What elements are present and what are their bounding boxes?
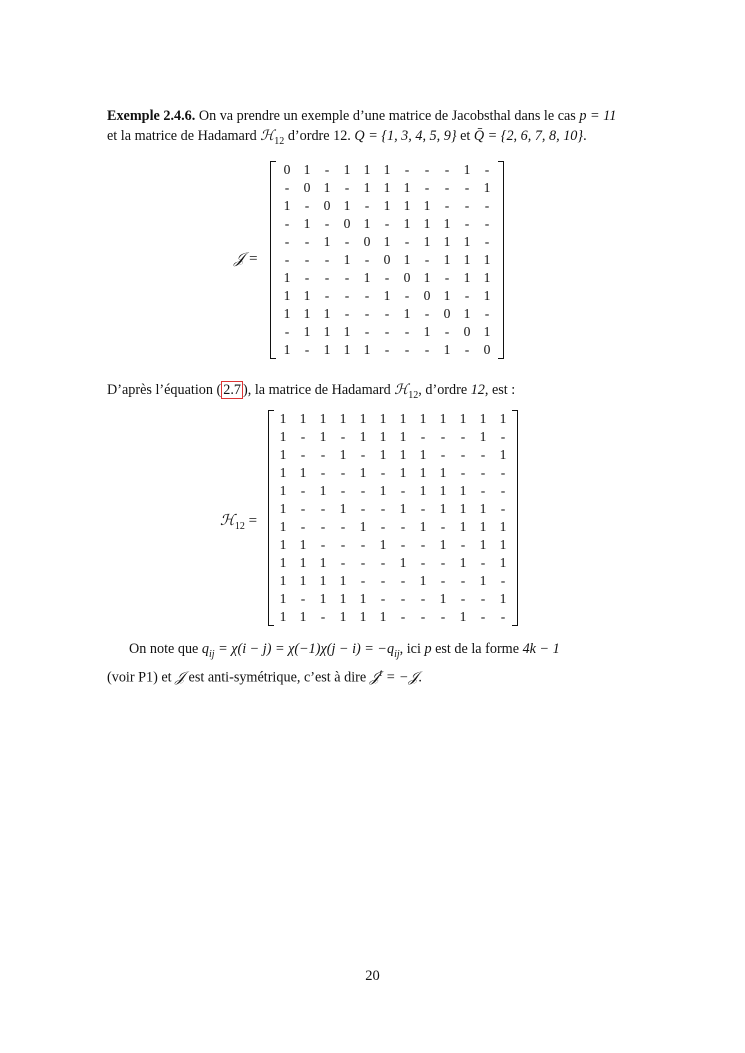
hadamard-cell: 1 — [439, 411, 447, 426]
hadamard-cell: - — [360, 483, 366, 498]
jacobsthal-cell: 1 — [383, 288, 391, 303]
jacobsthal-cell: - — [324, 270, 330, 285]
page-number: 20 — [365, 968, 380, 984]
jacobsthal-cell: 1 — [443, 216, 451, 231]
hadamard-cell: 1 — [279, 501, 287, 516]
jacobsthal-cell: - — [464, 342, 470, 357]
jacobsthal-cell: 1 — [303, 324, 311, 339]
left-bracket — [270, 161, 276, 359]
jacobsthal-cell: 1 — [383, 180, 391, 195]
hadamard-cell: 1 — [419, 465, 427, 480]
jacobsthal-cell: 0 — [363, 234, 371, 249]
jacobsthal-cell: 1 — [443, 252, 451, 267]
jacobsthal-cell: - — [364, 324, 370, 339]
hadamard-cell: 1 — [459, 501, 467, 516]
jacobsthal-cell: 1 — [423, 324, 431, 339]
jacobsthal-cell: 0 — [463, 324, 471, 339]
jacobsthal-cell: - — [304, 234, 310, 249]
hadamard-cell: 1 — [359, 519, 367, 534]
jacobsthal-cell: - — [464, 288, 470, 303]
jacobsthal-cell: - — [444, 180, 450, 195]
hadamard-cell: 1 — [379, 411, 387, 426]
jacobsthal-cell: 1 — [283, 270, 291, 285]
hadamard-cell: - — [340, 537, 346, 552]
jacobsthal-cell: - — [364, 288, 370, 303]
example-heading: Exemple 2.4.6. — [107, 108, 196, 124]
jacobsthal-cell: 1 — [463, 306, 471, 321]
hadamard-cell: - — [480, 609, 486, 624]
hadamard-cell: 1 — [499, 537, 507, 552]
jacobsthal-cell: 1 — [343, 324, 351, 339]
hadamard-cell: - — [500, 609, 506, 624]
hadamard-cell: 1 — [499, 519, 507, 534]
hadamard-cell: 1 — [359, 429, 367, 444]
hadamard-cell: 1 — [399, 465, 407, 480]
jacobsthal-cell: - — [444, 198, 450, 213]
jacobsthal-cell: 0 — [283, 162, 291, 177]
hadamard-cell: - — [440, 555, 446, 570]
jacobsthal-cell: - — [284, 216, 290, 231]
jacobsthal-cell: 0 — [423, 288, 431, 303]
jacobsthal-cell: 1 — [303, 216, 311, 231]
jacobsthal-cell: 0 — [383, 252, 391, 267]
hadamard-cell: - — [320, 447, 326, 462]
jacobsthal-cell: 1 — [343, 162, 351, 177]
hadamard-cell: - — [500, 429, 506, 444]
hadamard-cell: - — [340, 465, 346, 480]
hadamard-cell: - — [420, 591, 426, 606]
jacobsthal-cell: 1 — [343, 198, 351, 213]
hadamard-cell: - — [460, 447, 466, 462]
jacobsthal-cell: - — [384, 324, 390, 339]
hadamard-cell: 1 — [459, 483, 467, 498]
jacobsthal-cell: 1 — [483, 252, 491, 267]
hadamard-cell: - — [420, 501, 426, 516]
hadamard-cell: - — [360, 555, 366, 570]
hadamard-cell: 1 — [499, 591, 507, 606]
hadamard-cell: 1 — [359, 591, 367, 606]
hadamard-cell: - — [440, 609, 446, 624]
jacobsthal-cell: 1 — [283, 288, 291, 303]
hadamard-cell: 1 — [319, 573, 327, 588]
hadamard-cell: - — [400, 573, 406, 588]
hadamard-cell: 1 — [419, 573, 427, 588]
jacobsthal-cell: - — [344, 306, 350, 321]
jacobsthal-cell: 1 — [323, 234, 331, 249]
hadamard-cell: - — [360, 447, 366, 462]
jacobsthal-cell: - — [284, 324, 290, 339]
jacobsthal-cell: - — [284, 180, 290, 195]
jacobsthal-cell: 1 — [423, 234, 431, 249]
jacobsthal-cell: 0 — [403, 270, 411, 285]
jacobsthal-cell: 1 — [403, 306, 411, 321]
jacobsthal-matrix — [270, 161, 504, 359]
right-bracket — [498, 161, 504, 359]
hadamard-cell: - — [320, 501, 326, 516]
jacobsthal-cell: 0 — [343, 216, 351, 231]
hadamard-cell: - — [440, 519, 446, 534]
hadamard-cell: - — [500, 573, 506, 588]
hadamard-cell: 1 — [299, 555, 307, 570]
jacobsthal-cell: 1 — [363, 342, 371, 357]
jacobsthal-cell: - — [344, 180, 350, 195]
jacobsthal-cell: 0 — [323, 198, 331, 213]
jacobsthal-cell: - — [384, 216, 390, 231]
hadamard-cell: 1 — [299, 537, 307, 552]
hadamard-cell: 1 — [439, 591, 447, 606]
jacobsthal-cell: 1 — [483, 270, 491, 285]
jacobsthal-cell: - — [404, 342, 410, 357]
hadamard-cell: 1 — [279, 537, 287, 552]
jacobsthal-cell: - — [484, 234, 490, 249]
hadamard-cell: 1 — [279, 591, 287, 606]
hadamard-cell: - — [440, 447, 446, 462]
hadamard-cell: 1 — [319, 591, 327, 606]
hadamard-cell: 1 — [499, 411, 507, 426]
hadamard-cell: - — [340, 429, 346, 444]
hadamard-cell: 1 — [399, 447, 407, 462]
jacobsthal-cell: - — [444, 162, 450, 177]
jacobsthal-cell: 1 — [303, 162, 311, 177]
hadamard-cell: - — [380, 519, 386, 534]
hadamard-label: ℋ$_{12}$ = — [220, 513, 258, 532]
jacobsthal-cell: - — [384, 306, 390, 321]
hadamard-cell: 1 — [279, 411, 287, 426]
equation-ref-link[interactable]: 2.7 — [223, 382, 241, 398]
jacobsthal-cell: - — [364, 198, 370, 213]
hadamard-cell: - — [460, 465, 466, 480]
hadamard-cell: 1 — [419, 483, 427, 498]
hadamard-cell: 1 — [439, 537, 447, 552]
hadamard-cell: 1 — [299, 465, 307, 480]
hadamard-cell: - — [480, 591, 486, 606]
jacobsthal-cell: - — [364, 306, 370, 321]
hadamard-cell: 1 — [499, 447, 507, 462]
hadamard-cell: 1 — [459, 519, 467, 534]
hadamard-cell: - — [360, 573, 366, 588]
jacobsthal-cell: 1 — [283, 198, 291, 213]
jacobsthal-cell: - — [444, 270, 450, 285]
jacobsthal-cell: 1 — [323, 342, 331, 357]
hadamard-cell: - — [360, 537, 366, 552]
hadamard-cell: 1 — [279, 573, 287, 588]
hadamard-cell: - — [400, 519, 406, 534]
hadamard-cell: - — [480, 555, 486, 570]
hadamard-cell: - — [460, 591, 466, 606]
hadamard-cell: 1 — [479, 537, 487, 552]
jacobsthal-cell: 1 — [403, 252, 411, 267]
hadamard-cell: - — [300, 501, 306, 516]
jacobsthal-cell: - — [304, 198, 310, 213]
hadamard-cell: 1 — [339, 609, 347, 624]
hadamard-cell: 1 — [379, 447, 387, 462]
hadamard-cell: 1 — [379, 429, 387, 444]
hadamard-cell: 1 — [419, 519, 427, 534]
hadamard-cell: - — [400, 609, 406, 624]
hadamard-cell: 1 — [379, 537, 387, 552]
hadamard-cell: 1 — [339, 591, 347, 606]
jacobsthal-cell: 1 — [363, 162, 371, 177]
jacobsthal-cell: - — [484, 162, 490, 177]
hadamard-cell: 1 — [279, 447, 287, 462]
jacobsthal-cell: - — [424, 180, 430, 195]
jacobsthal-cell: 1 — [443, 288, 451, 303]
hadamard-cell: - — [300, 483, 306, 498]
hadamard-cell: - — [500, 501, 506, 516]
hadamard-cell: 1 — [279, 555, 287, 570]
hadamard-cell: 1 — [479, 411, 487, 426]
hadamard-cell: 1 — [459, 555, 467, 570]
jacobsthal-cell: - — [344, 288, 350, 303]
hadamard-cell: 1 — [359, 411, 367, 426]
example-paragraph: Exemple 2.4.6. On va prendre un exemple d’une matrice de Jacobsthal dans le cas p = 11 et la matrice de Hadamard ℋ$_{12}$ d’ordre 12. Q = {1, 3, 4, 5, 9} et Q̄ = {2, 6, 7, 8, 10}. — [107, 108, 617, 147]
hadamard-cell: - — [320, 609, 326, 624]
jacobsthal-cell: - — [304, 270, 310, 285]
hadamard-cell: 1 — [399, 411, 407, 426]
jacobsthal-cell: 1 — [343, 252, 351, 267]
hadamard-cell: 1 — [479, 501, 487, 516]
jacobsthal-cell: 1 — [463, 252, 471, 267]
jacobsthal-cell: 1 — [483, 180, 491, 195]
hadamard-cell: 1 — [319, 555, 327, 570]
jacobsthal-cell: - — [304, 252, 310, 267]
hadamard-cell: - — [400, 483, 406, 498]
jacobsthal-cell: 1 — [363, 216, 371, 231]
hadamard-cell: - — [460, 429, 466, 444]
jacobsthal-cell: 1 — [463, 234, 471, 249]
hadamard-cell: - — [440, 573, 446, 588]
jacobsthal-cell: 0 — [303, 180, 311, 195]
jacobsthal-cell: 1 — [283, 342, 291, 357]
jacobsthal-cell: - — [324, 216, 330, 231]
hadamard-cell: 1 — [319, 429, 327, 444]
hadamard-cell: 1 — [439, 483, 447, 498]
jacobsthal-cell: 1 — [483, 324, 491, 339]
hadamard-cell: 1 — [279, 429, 287, 444]
hadamard-cell: - — [380, 573, 386, 588]
hadamard-cell: - — [440, 429, 446, 444]
jacobsthal-cell: - — [404, 288, 410, 303]
jacobsthal-cell: - — [464, 216, 470, 231]
jacobsthal-cell: 1 — [403, 216, 411, 231]
hadamard-cell: 1 — [399, 555, 407, 570]
jacobsthal-cell: 1 — [343, 342, 351, 357]
jacobsthal-cell: - — [384, 270, 390, 285]
jacobsthal-cell: - — [424, 162, 430, 177]
jacobsthal-cell: - — [304, 342, 310, 357]
hadamard-cell: - — [380, 591, 386, 606]
jacobsthal-cell: 1 — [323, 180, 331, 195]
hadamard-cell: - — [340, 555, 346, 570]
hadamard-cell: 1 — [479, 429, 487, 444]
jacobsthal-cell: - — [424, 306, 430, 321]
hadamard-cell: - — [400, 591, 406, 606]
hadamard-cell: - — [300, 519, 306, 534]
jacobsthal-cell: 1 — [443, 234, 451, 249]
jacobsthal-cell: - — [424, 342, 430, 357]
jacobsthal-cell: - — [364, 252, 370, 267]
hadamard-cell: 1 — [339, 447, 347, 462]
hadamard-cell: 1 — [439, 465, 447, 480]
hadamard-cell: 1 — [299, 411, 307, 426]
jacobsthal-cell: 0 — [483, 342, 491, 357]
hadamard-cell: 1 — [279, 483, 287, 498]
jacobsthal-cell: - — [324, 162, 330, 177]
jacobsthal-cell: 1 — [423, 198, 431, 213]
jacobsthal-cell: - — [284, 252, 290, 267]
jacobsthal-cell: - — [404, 162, 410, 177]
hadamard-cell: - — [420, 609, 426, 624]
hadamard-intro: D’après l’équation ( 2.7 ), la matrice de Hadamard ℋ$_{12}$, d’ordre 12, est : — [107, 382, 516, 401]
hadamard-cell: 1 — [439, 501, 447, 516]
hadamard-cell: 1 — [419, 411, 427, 426]
jacobsthal-cell: 1 — [483, 288, 491, 303]
hadamard-cell: 1 — [339, 411, 347, 426]
hadamard-cell: - — [380, 465, 386, 480]
jacobsthal-label: 𝒥 = — [234, 251, 259, 267]
hadamard-cell: - — [380, 501, 386, 516]
jacobsthal-cell: 1 — [363, 180, 371, 195]
hadamard-cell: - — [300, 447, 306, 462]
jacobsthal-cell: 1 — [443, 342, 451, 357]
hadamard-cell: - — [420, 537, 426, 552]
jacobsthal-cell: - — [484, 306, 490, 321]
hadamard-cell: 1 — [279, 465, 287, 480]
hadamard-cell: 1 — [359, 465, 367, 480]
hadamard-cell: - — [420, 555, 426, 570]
jacobsthal-cell: - — [484, 198, 490, 213]
hadamard-cell: 1 — [499, 555, 507, 570]
hadamard-matrix — [268, 410, 518, 626]
jacobsthal-cell: - — [484, 216, 490, 231]
jacobsthal-cell: 0 — [443, 306, 451, 321]
hadamard-cell: - — [420, 429, 426, 444]
jacobsthal-cell: 1 — [363, 270, 371, 285]
hadamard-cell: 1 — [319, 483, 327, 498]
jacobsthal-cell: 1 — [383, 198, 391, 213]
jacobsthal-cell: - — [384, 342, 390, 357]
jacobsthal-cell: 1 — [423, 216, 431, 231]
jacobsthal-cell: - — [344, 234, 350, 249]
jacobsthal-cell: 1 — [283, 306, 291, 321]
jacobsthal-cell: 1 — [303, 306, 311, 321]
hadamard-cell: - — [460, 537, 466, 552]
note-paragraph: On note que $q_{ij} = \chi(i - j) = \chi(-1)\chi(j - i) = -q_{ij}$, ici p est de la forme 4k − 1 (voir P1) et 𝒥 est anti-symétrique, c’est à dire 𝒥$^t$ = −𝒥. — [107, 641, 560, 687]
jacobsthal-cell: 1 — [403, 180, 411, 195]
jacobsthal-cell: 1 — [463, 270, 471, 285]
hadamard-cell: 1 — [399, 501, 407, 516]
hadamard-cell: - — [500, 465, 506, 480]
hadamard-cell: - — [300, 591, 306, 606]
hadamard-cell: 1 — [359, 609, 367, 624]
hadamard-cell: 1 — [479, 519, 487, 534]
hadamard-cell: 1 — [459, 411, 467, 426]
hadamard-cell: - — [320, 537, 326, 552]
jacobsthal-cell: 1 — [323, 324, 331, 339]
hadamard-cell: 1 — [459, 609, 467, 624]
jacobsthal-cell: - — [444, 324, 450, 339]
hadamard-cell: 1 — [379, 483, 387, 498]
jacobsthal-cell: 1 — [383, 162, 391, 177]
hadamard-cell: 1 — [379, 609, 387, 624]
hadamard-cell: - — [480, 465, 486, 480]
hadamard-cell: 1 — [299, 609, 307, 624]
hadamard-cell: 1 — [479, 573, 487, 588]
jacobsthal-cell: - — [404, 234, 410, 249]
hadamard-cell: 1 — [339, 573, 347, 588]
hadamard-cell: - — [500, 483, 506, 498]
hadamard-cell: - — [400, 537, 406, 552]
jacobsthal-cell: 1 — [463, 162, 471, 177]
hadamard-cell: 1 — [339, 501, 347, 516]
hadamard-cell: 1 — [319, 411, 327, 426]
jacobsthal-cell: - — [404, 324, 410, 339]
hadamard-cell: - — [480, 447, 486, 462]
hadamard-cell: - — [360, 501, 366, 516]
hadamard-cell: - — [320, 519, 326, 534]
hadamard-cell: 1 — [419, 447, 427, 462]
jacobsthal-cell: - — [284, 234, 290, 249]
hadamard-cell: - — [480, 483, 486, 498]
jacobsthal-cell: 1 — [383, 234, 391, 249]
hadamard-cell: - — [300, 429, 306, 444]
hadamard-cell: - — [460, 573, 466, 588]
hadamard-cell: 1 — [399, 429, 407, 444]
jacobsthal-cell: - — [464, 198, 470, 213]
jacobsthal-cell: 1 — [303, 288, 311, 303]
jacobsthal-cell: - — [424, 252, 430, 267]
hadamard-cell: - — [340, 483, 346, 498]
jacobsthal-cell: - — [344, 270, 350, 285]
jacobsthal-cell: - — [464, 180, 470, 195]
jacobsthal-cell: - — [324, 288, 330, 303]
jacobsthal-cell: - — [324, 252, 330, 267]
hadamard-cell: - — [320, 465, 326, 480]
jacobsthal-cell: 1 — [423, 270, 431, 285]
hadamard-cell: - — [380, 555, 386, 570]
jacobsthal-cell: 1 — [323, 306, 331, 321]
hadamard-cell: 1 — [279, 609, 287, 624]
hadamard-cell: 1 — [279, 519, 287, 534]
hadamard-cell: 1 — [299, 573, 307, 588]
jacobsthal-cell: 1 — [403, 198, 411, 213]
hadamard-cell: - — [340, 519, 346, 534]
